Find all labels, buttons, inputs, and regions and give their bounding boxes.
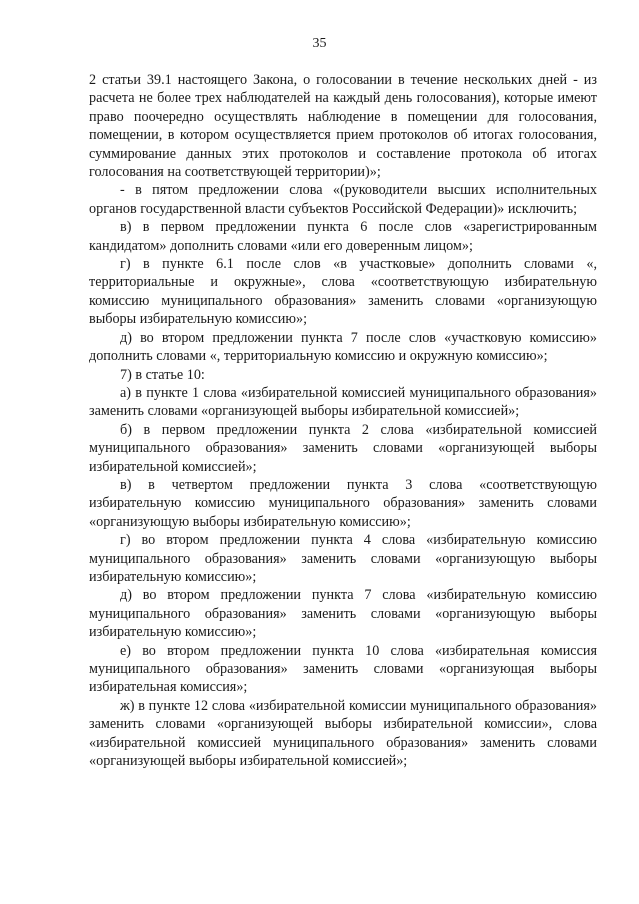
paragraph: г) во втором предложении пункта 4 слова «избирательную комиссию муниципального образования» заменить словами «организующую выборы избирательную комиссию»; <box>89 532 597 585</box>
paragraph: - в пятом предложении слова «(руководители высших исполнительных органов государственной власти субъектов Российской Федерации)» исключить; <box>89 182 597 217</box>
paragraph: е) во втором предложении пункта 10 слова «избирательная комиссия муниципального образования» заменить словами «организующая выборы избирательная комиссия»; <box>89 642 597 696</box>
paragraph: д) во втором предложении пункта 7 после слов «участковую комиссию» дополнить словами «, территориальную комиссию и окружную комиссию»; <box>89 329 597 365</box>
paragraph: а) в пункте 1 слова «избирательной комиссией муниципального образования» заменить словами «организующей выборы избирательной комиссией»; <box>89 384 597 420</box>
document-body <box>89 71 597 770</box>
paragraph: д) во втором предложении пункта 7 слова «избирательную комиссию муниципального образования» заменить словами «организующую выборы избирательную комиссию»; <box>89 587 597 641</box>
paragraph: 7) в статье 10: <box>120 366 205 383</box>
paragraph: ж) в пункте 12 слова «избирательной комиссии муниципального образования» заменить словами «организующей выборы избирательной комиссии», слова «избирательной комиссией муниципального образования» заменить словами «организующей выборы избирательной комиссией»; <box>89 697 597 770</box>
paragraph: в) в первом предложении пункта 6 после слов «зарегистрированным кандидатом» дополнить словами «или его доверенным лицом»; <box>89 219 597 254</box>
page-number: 35 <box>312 36 327 51</box>
paragraph: г) в пункте 6.1 после слов «в участковые» дополнить словами «, территориальные и окружные», слова «соответствующую избирательную комиссию муниципального образования» заменить словами «организующую выборы избирательную комиссию»; <box>89 256 597 328</box>
paragraph: 2 статьи 39.1 настоящего Закона, о голосовании в течение нескольких дней - из расчета не более трех наблюдателей на каждый день голосования), которые имеют право поочередно осуществлять наблюдение в помещении для голосования, помещении, в котором осуществляется прием протоколов об итогах голосования, суммирование данных этих протоколов и составление протокола об итогах голосования на соответствующей территории)»; <box>89 72 597 181</box>
paragraph: в) в четвертом предложении пункта 3 слова «соответствующую избирательную комиссию муниципального образования» заменить словами «организующую выборы избирательную комиссию»; <box>89 476 597 530</box>
paragraph: б) в первом предложении пункта 2 слова «избирательной комиссией муниципального образования» заменить словами «организующей выборы избирательной комиссией»; <box>89 421 597 475</box>
